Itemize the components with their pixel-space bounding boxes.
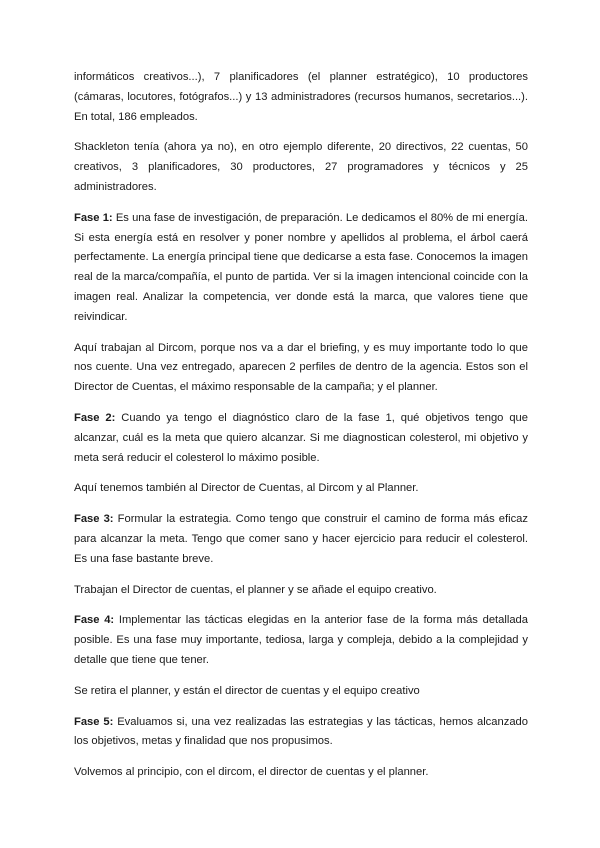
- shackleton-paragraph: Shackleton tenía (ahora ya no), en otro ejemplo diferente, 20 directivos, 22 cuentas, 50 creativos, 3 planificadores, 30 productores, 27 programadores y técnicos y 25 administradores.: [74, 141, 528, 193]
- phase-1-paragraph: [74, 209, 528, 328]
- phase-2-text: Cuando ya tengo el diagnóstico claro de la fase 1, qué objetivos tengo que alcanzar, cuál es la meta que quiero alcanzar. Si me diagnostican colesterol, mi objetivo y meta será reducir el colesterol lo máximo posible.: [74, 411, 528, 464]
- phase-4-label: Fase 4:: [74, 614, 115, 627]
- phase-4-paragraph: [74, 611, 528, 670]
- phase-3-paragraph: [74, 510, 528, 569]
- phase-4-note: Se retira el planner, y están el director de cuentas y el equipo creativo: [74, 684, 420, 697]
- intro-continuation-paragraph: informáticos creativos...), 7 planificadores (el planner estratégico), 10 productores (cámaras, locutores, fotógrafos...) y 13 administradores (recursos humanos, secretarios...). En total, 186 empleados.: [74, 71, 528, 123]
- phase-1-text: Es una fase de investigación, de preparación. Le dedicamos el 80% de mi energía. Si esta energía está en resolver y poner nombre y apellidos al problema, el árbol caerá perfectamente. La energía principal tiene que dedicarse a esta fase. Conocemos la imagen real de la marca/compañía, el punto de partida. Ver si la imagen intencional coincide con la imagen real. Analizar la competencia, ver donde está la marca, que valores tiene que reivindicar.: [74, 211, 528, 323]
- phase-5-label: Fase 5:: [74, 715, 114, 728]
- phase-3-label: Fase 3:: [74, 513, 114, 526]
- document-page: [74, 68, 528, 794]
- phase-5-text: Evaluamos si, una vez realizadas las estrategias y las tácticas, hemos alcanzado los objetivos, metas y finalidad que nos propusimos.: [74, 715, 528, 748]
- phase-1-note: Aquí trabajan al Dircom, porque nos va a dar el briefing, y es muy importante todo lo que nos cuente. Una vez entregado, aparecen 2 perfiles de dentro de la agencia. Estos son el Director de Cuentas, el máximo responsable de la campaña; y el planner.: [74, 341, 528, 394]
- phase-5-note: Volvemos al principio, con el dircom, el director de cuentas y el planner.: [74, 766, 429, 779]
- phase-2-label: Fase 2:: [74, 411, 116, 424]
- phase-5-paragraph: [74, 713, 528, 753]
- phase-3-text: Formular la estrategia. Como tengo que construir el camino de forma más eficaz para alcanzar la meta. Tengo que comer sano y hacer ejercicio para reducir el colesterol. Es una fase bastante breve.: [74, 513, 528, 565]
- phase-2-note: Aquí tenemos también al Director de Cuentas, al Dircom y al Planner.: [74, 482, 419, 495]
- phase-4-text: Implementar las tácticas elegidas en la anterior fase de la forma más detallada posible. Es una fase muy importante, tediosa, larga y compleja, debido a la complejidad y detalle que tiene que tener.: [74, 614, 529, 666]
- phase-3-note: Trabajan el Director de cuentas, el planner y se añade el equipo creativo.: [74, 583, 437, 596]
- phase-2-paragraph: [74, 409, 528, 468]
- phase-1-label: Fase 1:: [74, 211, 113, 224]
